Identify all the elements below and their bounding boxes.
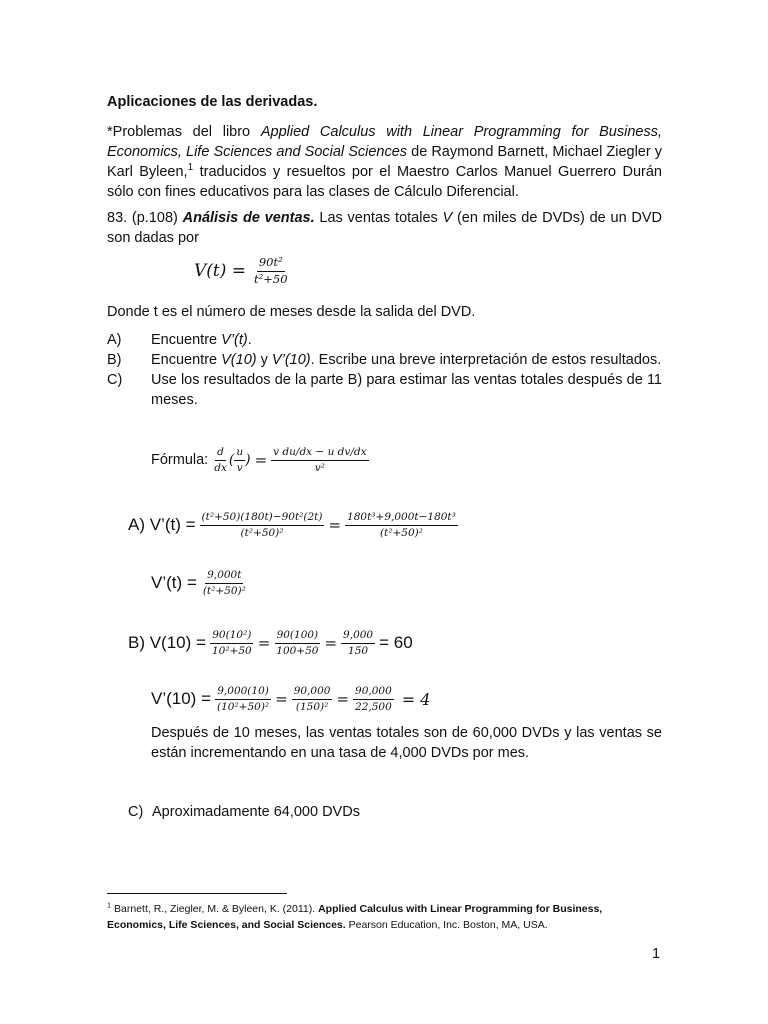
solution-a-label-2: V’(t) = <box>151 573 197 592</box>
solution-b-result-2: = 4 <box>401 689 431 709</box>
solution-b-interpretation: Después de 10 meses, las ventas totales son de 60,000 DVDs y las ventas se están incrementando en una tasa de 4,000 DVDs por mes. <box>151 725 662 761</box>
intro-text-3: traducidos y resueltos por el Maestro Carlos Manuel Guerrero Durán sólo con fines educativos para las clases de Cálculo Diferencial. <box>107 164 662 200</box>
intro-paragraph <box>107 122 662 202</box>
solution-b-frac-6 <box>353 686 394 712</box>
intro-text-2: de Raymond Barnett, Michael Ziegler y Karl Byleen, <box>107 144 663 180</box>
solution-c-mark: C) <box>128 804 144 820</box>
sales-formula <box>194 257 290 285</box>
question-list <box>107 330 662 410</box>
formula-denominator: t²+50 <box>254 271 288 286</box>
question-b <box>107 350 662 370</box>
solution-a-den-3: (t²+50)² <box>202 584 246 597</box>
question-b-post: . Escribe una breve interpretación de estos resultados. <box>310 352 662 368</box>
problem-title: Análisis de ventas. <box>182 210 315 226</box>
solution-b-den-5: (150)² <box>295 700 329 713</box>
problem-text-1: Las ventas totales <box>314 210 443 226</box>
question-a <box>107 330 662 350</box>
quotient-rule: Fórmula: $\frac{d}{dx}$ ( $\frac{u}{v}$ ) = $\frac{\text{v du/dx − u dv/dx}}{\text{v²}}$ <box>151 446 367 474</box>
solution-a-line-2 <box>151 570 248 596</box>
solution-b-result: = 60 <box>379 633 413 652</box>
where-sentence: Donde t es el número de meses desde la salida del DVD. <box>107 304 476 320</box>
page-number: 1 <box>652 946 661 962</box>
footnote-ref[interactable]: 1 <box>187 162 194 174</box>
derivative-operator <box>212 447 229 473</box>
footnote <box>107 901 662 933</box>
footnote-authors: Barnett, R., Ziegler, M. & Byleen, K. (2011). <box>111 903 319 915</box>
formula-lhs: V(t) = <box>194 261 247 281</box>
solution-c-text: Aproximadamente 64,000 DVDs <box>152 804 360 820</box>
solution-a-num-1: (t²+50)(180t)−90t²(2t) <box>200 512 325 526</box>
question-a-mark: A) <box>107 332 122 348</box>
solution-b-frac-3 <box>341 630 375 656</box>
intro-text-1: *Problemas del libro <box>107 124 261 140</box>
solution-b-label-2: V’(10) = <box>151 689 211 708</box>
solution-a-num-2: 180t³+9,000t−180t³ <box>345 512 458 526</box>
solution-b-label: B) V(10) = <box>128 633 206 652</box>
quotient-fraction <box>271 447 368 473</box>
solution-b-line-2: V’(10) = $\frac{9,000(10)}{\text{(10²+50)²}}$ = $\frac{90,000}{\text{(150)²}}$ = $\frac{90,000}{22,500}$ = 4 <box>151 685 431 713</box>
solution-a-num-3: 9,000t <box>205 570 243 584</box>
question-a-em: V’(t) <box>221 332 248 348</box>
solution-b-den-1: 10²+50 <box>211 644 252 657</box>
problem-statement <box>107 208 662 248</box>
solution-b-frac-2 <box>274 630 320 656</box>
question-c <box>107 370 662 410</box>
problem-var: V <box>442 210 453 226</box>
solution-a-frac-1 <box>200 512 325 538</box>
derivative-d: d <box>215 447 226 461</box>
solution-a-label: A) V’(t) = <box>128 515 196 534</box>
solution-a-line-1: A) V’(t) = $\frac{\text{(t²+50)(180t)−90t²(2t)}}{\text{(t²+50)²}}$ = $\frac{\text{180t³+9,000t−180t³}}{\text{(t²+50)²}}$ <box>128 511 456 539</box>
solution-a-den-1: (t²+50)² <box>240 526 284 539</box>
solution-b-num-3: 9,000 <box>341 630 375 644</box>
question-b-em: V(10) <box>221 352 257 368</box>
problem-number: 83. (p.108) <box>107 210 183 226</box>
uv-fraction <box>234 447 245 473</box>
solution-b-num-4: 9,000(10) <box>215 686 271 700</box>
v-symbol: v <box>236 461 243 474</box>
solution-c <box>128 802 662 822</box>
formula-fraction <box>252 257 290 285</box>
formula-eq: = <box>254 451 268 469</box>
question-b-mark: B) <box>107 352 122 368</box>
solution-b-num-6: 90,000 <box>353 686 394 700</box>
question-b-em2: V’(10) <box>271 352 311 368</box>
formula-label: Fórmula: <box>151 452 209 468</box>
footnote-publisher: Pearson Education, Inc. Boston, MA, USA. <box>345 919 548 931</box>
solution-b-line-1: B) V(10) = $\frac{\text{90(10²)}}{\text{10²+50}}$ = $\frac{90(100)}{100+50}$ = $\frac{9,000}{150}$ = 60 <box>128 629 413 657</box>
book-title: Applied Calculus with Linear Programming for Business, Economics, Life Sciences and Social Sciences <box>107 124 662 160</box>
question-b-pre: Encuentre <box>151 352 222 368</box>
derivative-dx: dx <box>214 461 227 474</box>
solution-b-den-4: (10²+50)² <box>217 700 270 713</box>
question-c-text: Use los resultados de la parte B) para estimar las ventas totales después de 11 meses. <box>151 372 662 408</box>
quotient-numerator: v du/dx − u dv/dx <box>271 447 368 461</box>
solution-a-frac-3 <box>201 570 248 596</box>
solution-a-frac-2 <box>345 512 458 538</box>
quotient-denominator: v² <box>314 461 325 474</box>
question-a-post: . <box>247 332 252 348</box>
solution-b-frac-5 <box>292 686 333 712</box>
question-c-mark: C) <box>107 372 123 388</box>
footnote-mark: 1 <box>107 900 112 910</box>
solution-b-num-1: 90(10²) <box>210 630 253 644</box>
solution-b-num-2: 90(100) <box>275 630 321 644</box>
solution-b-frac-4 <box>215 686 271 712</box>
solution-b-num-5: 90,000 <box>292 686 333 700</box>
solution-b-den-6: 22,500 <box>355 700 392 713</box>
u-symbol: u <box>234 447 245 461</box>
question-b-mid: y <box>256 352 272 368</box>
question-a-pre: Encuentre <box>151 332 222 348</box>
solution-b-den-2: 100+50 <box>276 644 319 657</box>
solution-b-frac-1 <box>210 630 254 656</box>
solution-b-den-3: 150 <box>348 644 369 657</box>
page-heading: Aplicaciones de las derivadas. <box>107 94 318 110</box>
footnote-title: Applied Calculus with Linear Programming for Business, Economics, Life Sciences, and Social Sciences. <box>107 903 603 931</box>
solution-a-den-2: (t²+50)² <box>379 526 423 539</box>
formula-numerator: 90t² <box>257 257 285 272</box>
problem-text-2: (en miles de DVDs) de un DVD son dadas por <box>107 210 663 246</box>
footnote-separator <box>107 893 287 894</box>
